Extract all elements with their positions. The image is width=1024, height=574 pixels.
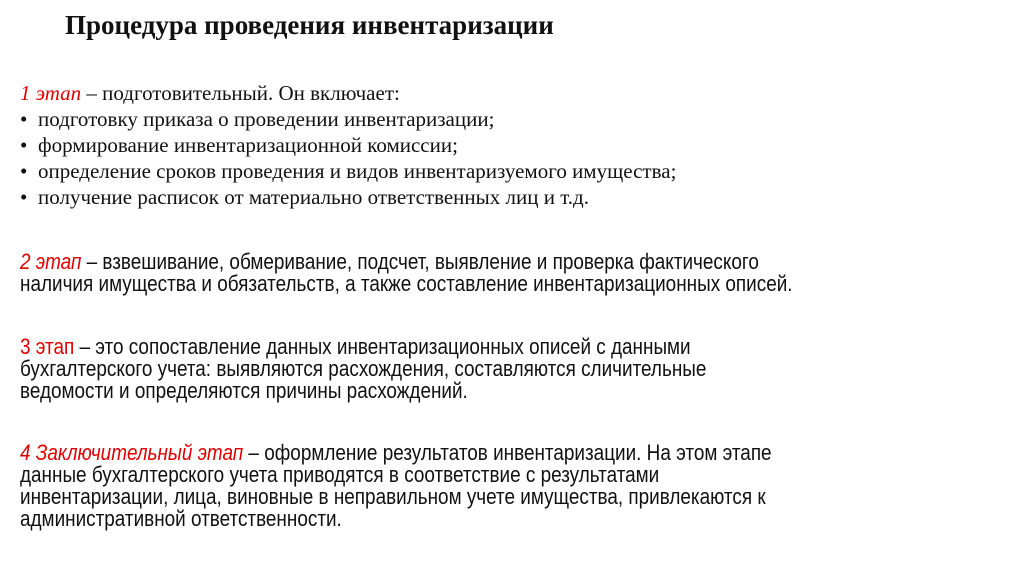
stage-1-intro: – подготовительный. Он включает: — [81, 81, 400, 105]
stage-3-label: 3 этап — [20, 334, 75, 359]
stage-2-text: наличия имущества и обязательств, а также составление инвентаризационных описей. — [20, 271, 793, 296]
bullet-icon: • — [20, 159, 28, 183]
stage-2-label: 2 этап — [20, 249, 82, 274]
list-item: • определение сроков проведения и видов инвентаризуемого имущества; — [20, 159, 677, 183]
stage-4-section: 4 Заключительный этап – оформление результатов инвентаризации. На этом этапе данные бухгалтерского учета приводятся в соответствие с результатами инвентаризации, лица, виновные в неправильном учете имущества, привлекаются к административной ответственности. — [20, 440, 772, 531]
stage-4-label: 4 Заключительный этап — [20, 440, 244, 465]
page-title: Процедура проведения инвентаризации — [65, 10, 554, 40]
stage-4-text: инвентаризации, лица, виновные в неправильном учете имущества, привлекаются к — [20, 484, 766, 509]
list-item: • формирование инвентаризационной комиссии; — [20, 133, 458, 157]
stage-2-section: 2 этап – взвешивание, обмеривание, подсчет, выявление и проверка фактического наличия имущества и обязательств, а также составление инвентаризационных описей. — [20, 249, 793, 296]
stage-3-section: 3 этап – это сопоставление данных инвентаризационных описей с данными бухгалтерского учета: выявляются расхождения, составляются сличительные ведомости и определяются причины расхождений. — [20, 334, 707, 403]
bullet-icon: • — [20, 133, 28, 157]
stage-3-text: бухгалтерского учета: выявляются расхождения, составляются сличительные — [20, 356, 707, 381]
list-item: • получение расписок от материально ответственных лиц и т.д. — [20, 185, 589, 209]
stage-4-text: административной ответственности. — [20, 506, 342, 531]
stage-4-text: данные бухгалтерского учета приводятся в соответствие с результатами — [20, 462, 660, 487]
stage-1-label: 1 этап — [20, 81, 82, 105]
bullet-icon: • — [20, 107, 28, 131]
list-item: • подготовку приказа о проведении инвентаризации; — [20, 107, 495, 131]
bullet-icon: • — [20, 185, 28, 209]
stage-1-section — [20, 80, 676, 210]
stage-3-text: ведомости и определяются причины расхождений. — [20, 378, 468, 403]
